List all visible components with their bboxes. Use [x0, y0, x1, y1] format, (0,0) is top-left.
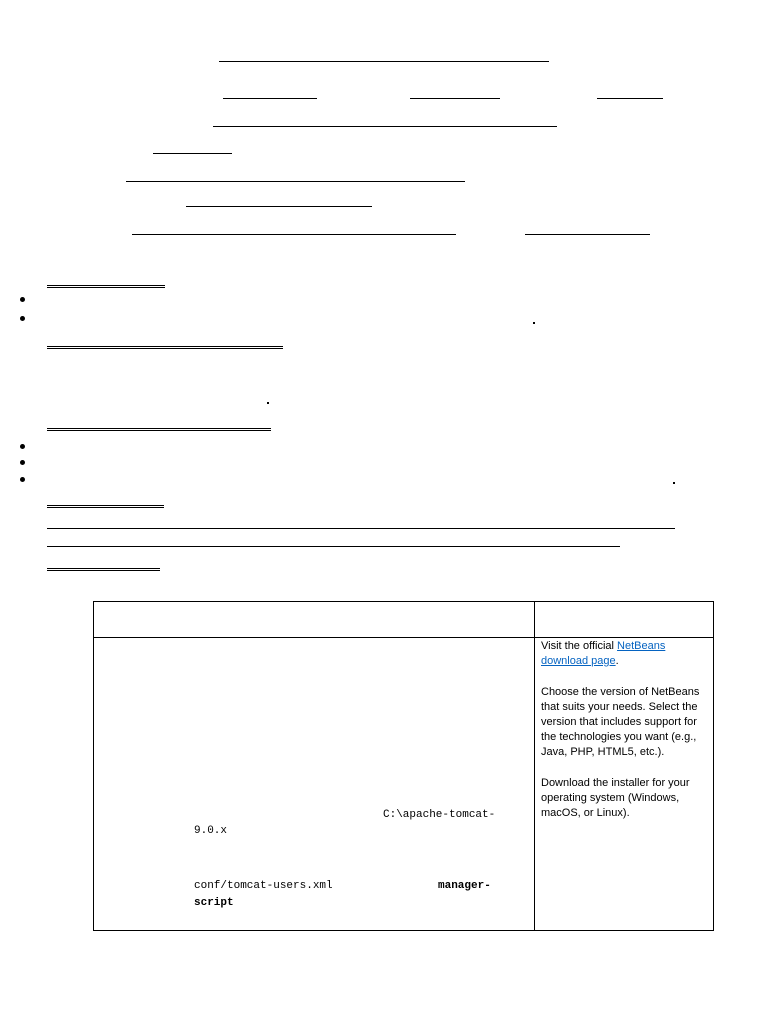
period-mark — [267, 402, 269, 404]
instruction-choose-version: Choose the version of NetBeans that suits your needs. Select the version that includes support for the technologies you want (e.g., Java, PHP, HTML5, etc.). — [541, 686, 700, 758]
table-header-divider — [94, 637, 713, 638]
section-heading-5-underline — [47, 568, 160, 571]
tomcat-users-file: conf/tomcat-users.xml — [194, 880, 333, 892]
steps-table — [93, 601, 714, 931]
title-underline — [219, 61, 549, 62]
header-underline-8b — [525, 234, 650, 235]
bullet — [20, 477, 25, 482]
subtitle-underline-2 — [410, 98, 500, 99]
period-mark — [673, 482, 675, 484]
section-heading-3-underline — [47, 428, 271, 431]
bullet — [20, 297, 25, 302]
section-heading-2-underline — [47, 346, 283, 349]
period-mark — [533, 322, 535, 324]
subtitle-underline-1 — [223, 98, 317, 99]
bullet — [20, 460, 25, 465]
section-heading-1-underline — [47, 285, 165, 288]
section-heading-4-underline — [47, 505, 164, 508]
bullet — [20, 316, 25, 321]
header-underline-4 — [213, 126, 557, 127]
tomcat-path-part-2: 9.0.x — [194, 825, 228, 837]
instruction-visit-prefix: Visit the official — [541, 640, 618, 652]
bullet — [20, 444, 25, 449]
table-cell-instructions — [541, 639, 711, 837]
header-underline-5 — [153, 153, 232, 154]
header-underline-6 — [126, 181, 465, 182]
netbeans-download-link[interactable]: NetBeans download page — [541, 640, 666, 667]
header-underline-7 — [186, 206, 372, 207]
header-underline-8a — [132, 234, 456, 235]
tomcat-path-part-1: C:\apache-tomcat- — [383, 809, 496, 821]
role-name-part-2: script — [194, 897, 234, 909]
instruction-visit-suffix: . — [615, 655, 619, 667]
underlined-line-1[interactable] — [47, 528, 675, 529]
table-column-divider — [534, 602, 535, 930]
underlined-line-2[interactable] — [47, 546, 620, 547]
instruction-visit — [541, 639, 711, 669]
subtitle-underline-3 — [597, 98, 663, 99]
role-name-part-1: manager- — [438, 880, 491, 892]
instruction-download-installer: Download the installer for your operating system (Windows, macOS, or Linux). — [541, 777, 690, 819]
